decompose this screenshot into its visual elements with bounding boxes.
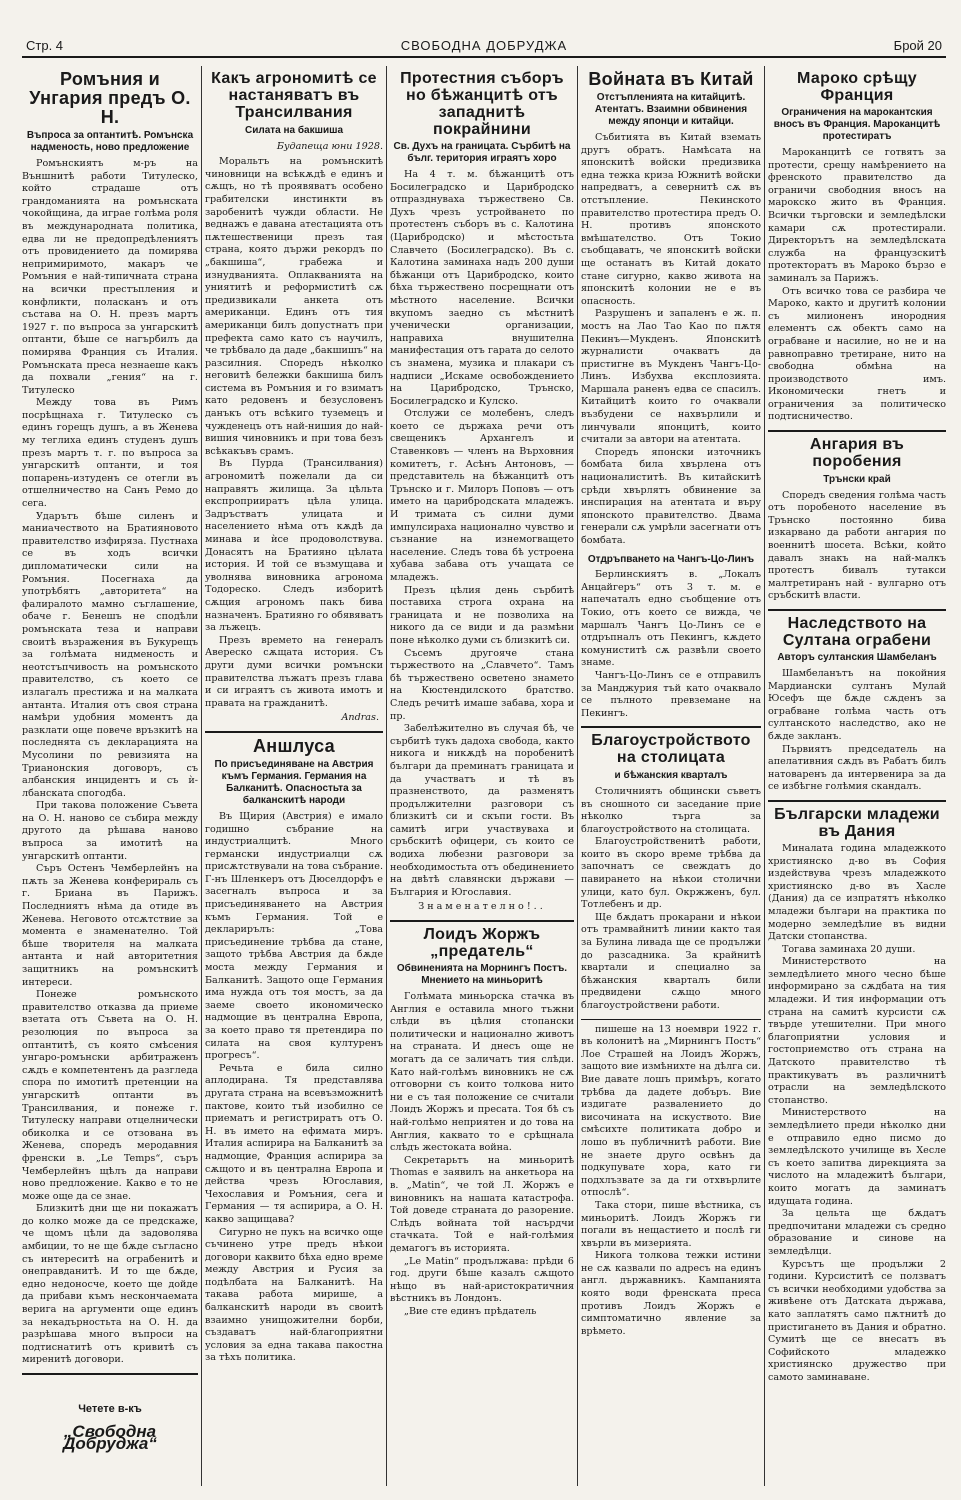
issue-number: Брой 20 xyxy=(893,38,942,53)
promo-text: Четете в-къ xyxy=(78,1403,142,1415)
section-divider xyxy=(581,1019,761,1020)
masthead xyxy=(22,36,946,58)
article-paragraph: Чангъ-Цо-Линъ се е отправилъ за Манджурия тъй като очаквало се пълното превземане на Пекингъ. xyxy=(581,669,761,719)
article-paragraph: Презъ времето на генералъ Авереско сѫщата история. Съ други думи всички ромънски правителства лъжатъ презъ глава и си играятъ съ живота имотъ и правата на гражданитѣ. xyxy=(205,634,383,709)
article-headline: Ромъния и Унгария предъ О. Н. xyxy=(29,69,191,127)
article-paragraph: Споредъ японски източникъ бомбата била хвърлена отъ националиститѣ. Въ китайскитѣ срѣди хвърлятъ обвинение за инспирация на атентата и въру японското правителство. Двама генерали сѫ умрѣли засегнати отъ бомбата. xyxy=(581,446,761,546)
article-capital-improvement xyxy=(581,732,761,1012)
column-5 xyxy=(768,66,946,1486)
article-paragraph: На 4 т. м. бѣжанцитѣ отъ Босилеградско и Царибродско отпразднуваха тържествено Св. Духъ чрезъ устройването по протестенъ съборъ въ с. Калотина (Царибродско) и мѣстостьта Славчето (Босилеградско). Въ с. Калотина заминаха надъ 200 души бѣжанци отъ Царибродско, които бѣха тържествено посрещнати отъ мѣстното население. Всички вкупомъ заедно съ мѣстнитѣ ученически организации, направиха внушителна манифестация отъ гарата до селото съ знамена, музика и плакари съ надписи „Искаме освобождението на Царибродско, Трънско, Босилеградско и Кулско. xyxy=(390,169,574,407)
article-paragraph: Миналата година младежкото християнско д-во въ София издействува чрезъ младежкото християнско д-во въ Хасле (Дания) да се изпратятъ нѣколко младежи българи на практика по модерно земледѣлие въ видни Датски стопанства. xyxy=(768,842,946,943)
article-headline: Лоидъ Жоржъ „предатель“ xyxy=(423,926,541,961)
article-forced-labor xyxy=(768,436,946,603)
article-paragraph: Съсемъ другояче стана тържеството на „Славчето“. Тамъ бѣ тържествено осветено знамето на Кюстендилското братство. Следъ речитѣ имаше забава, хора и пр. xyxy=(390,647,574,722)
article-morocco-france xyxy=(768,70,946,424)
article-paragraph: „Le Matin“ продължава: прѣди 6 год. други бѣше казалъ сѫщото нѣщо въ най-аристократичния вѣстникъ въ Лондонъ. xyxy=(390,1255,574,1305)
article-closing-remark: Знаменателно!.. xyxy=(418,901,546,913)
article-paragraph: Събитията въ Китай вземать другъ обратъ. Намѣсата на японскитѣ войски предизвика една тежка криза Южнитѣ войски напредватъ, а севернитѣ сѫ въ отстъпление. Пекинското правителство протестира предъ О. Н. противъ японското вмѣшателство. Отъ Токио съобщаватъ, че японскитѣ войски ще останатъ въ Китай докато стане сигурно, какво живота на японскитѣ колонии не е въ опасность. xyxy=(581,132,761,307)
article-paragraph: Въ Пурда (Трансилвания) агрономитѣ пожелали да си направятъ жилища. За цѣльта експроприиратъ цѣла улица. Задръстватъ улицата и населението нѣма отъ кѫдѣ да минава и ѝсе продоволствува. Донасятъ на Братияно цѣлата история. И той се възмущава и уволнява виновника агронома Тодореско. Следъ изборитѣ сѫщия агрономъ пакъ бива назначенъ. Братияно го обявяватъ за лъжецъ. xyxy=(205,458,383,634)
article-paragraph: Близкитѣ дни ще ни покажатъ до колко може да се предскаже, че щомъ цѣли да задоволява амбиции, то не ще бѫде съгласно съ интереситѣ на ограбенитѣ и онеправданитѣ. И то ще бѫде, едно недоносче, което ще дойде да прибави къмъ нескончаемата верига на аргументи още единъ за некадърностьта на О. Н. да разрѣшава много въпроси на подтиснатитѣ отъ кривитѣ съ миренитѣ договори. xyxy=(22,1203,198,1366)
article-paragraph: Министерството на земледѣлието преди нѣколко дни е отправило едно писмо до земледѣлското училище въ Хесле съ което запитва дирекцията за числото на младежитѣ българи, които могатъ да заминатъ идущата година. xyxy=(768,1107,946,1207)
column-divider xyxy=(764,66,765,1486)
section-divider xyxy=(205,731,383,733)
newspaper-page xyxy=(22,30,946,1490)
article-subhead: Трънски край xyxy=(823,474,891,486)
article-signature: Andras. xyxy=(341,712,379,724)
article-paragraph: Презъ цѣлия день сърбитѣ поставиха строга охрана на границата и не позволиха на никого да се види и да размѣни поне нѣколко думи съ близкитѣ си. xyxy=(390,584,574,646)
article-lloyd-george xyxy=(390,926,574,1318)
article-paragraph: Моральтъ на ромънскитѣ чиновници на всѣкѫдѣ е единъ и сѫщъ, но тѣ проявяватъ особено грабителски инстинкти въ заробенитѣ чужди области. Не веднажъ е давана атестацията отъ пѫтешественици презъ тая страна, която държи рекордъ по „бакшиша“, грабежа и изнудванията. Оплакванията на униятитѣ и реформиститѣ сѫ предизвикали анкета отъ американци. Единъ отъ тия американци билъ допустнатъ при префекта само като съ научилъ, че трѣбвало да даде „бакшишъ“ на разсилния. Споредъ нѣколко неговитѣ бележки бакшиша билъ система въ Ромъния и го взиматъ като редовенъ и безусловенъ данъкъ отъ всѣкиго туземецъ и чужденецъ отъ най-нишия до най-вишия чиновникъ и при това безъ всѣкакъвъ срамъ. xyxy=(205,156,383,457)
article-paragraph: пишеше на 13 ноември 1922 г. въ колонитѣ на „Мирнингъ Постъ“ Лое Страшей на Лоидъ Жоржъ, защото вие измѣнихте на дѣлга си. Вие давате лошъ примѣръ, когато трѣбва да дадете добъръ. Вие издигате развалението до височината на искуството. Вие смѣсихте политиката добро и лошо въ публичнитѣ работи. Вие не знаете друго освѣнъ да подкупувате хора, като ги подхлъзвате за да ги отхвърлите отпослѣ“. xyxy=(581,1023,761,1199)
article-paragraph: Столичниятъ общински съветъ въ сношното си заседание прие нѣколко търга за благоустройството на столицата. xyxy=(581,785,761,835)
article-refugee-protest xyxy=(390,70,574,914)
article-headline: Ангария въ поробения xyxy=(809,436,905,471)
article-deck: Отстъпленията на китайцитѣ. Атентатъ. Взаимни обвинения между японци и китайци. xyxy=(594,92,748,127)
article-paragraph: Курсътъ ще продължи 2 години. Курсиститѣ се ползватъ съ всички необходими удобства за живѣене отъ Датската държава, като заплатятъ само пѫтнитѣ до пристигането въ Дания и обратно. Сумитѣ ще се внесатъ въ Софийското младежко християнско дружество при самото заминаване. xyxy=(768,1258,946,1383)
article-dateline: Будапеща юни 1928. xyxy=(276,140,383,152)
article-paragraph: Речьта е била силно аплодирана. Тя представлява другата страна на всевъзможнитѣ пактове, които тъй изобилно се приематъ и регистриратъ отъ О. Н. въ името на ефимата миръ. Италия аспирира на Балканитѣ за надмощие, Франция аспирира за сѫщото и въ централна Европа и действа чрезъ Югославия, Чехославия и Ромъния, сега и Германия — тя аспирира, а О. Н. какво защищава? xyxy=(205,1062,383,1225)
article-headline: Наследството на Султана ограбени xyxy=(782,615,932,649)
column-divider xyxy=(201,66,202,1486)
article-paragraph: Разрушенъ и запаленъ е ж. п. мостъ на Лао Тао Као по пѫтя Пекинъ—Мукденъ. Японскитѣ журналисти очакватъ да пристигне въ Мукденъ Чангъ-Цо-Линъ. Избухва експлозията. Маршала раненъ едва се спасилъ. Китайцитѣ които го очаквали възбудени се нахвърлили и линчували японцитѣ, които считали за автори на атентата. xyxy=(581,308,761,446)
article-paragraph: Ударътъ бѣше силенъ и маниачеството на Братияновото правителство изфиряза. Пустнаха се въ ходъ всички дипломатически сили на Ромъния. Посегнаха да употрѣбятъ „авторитета“ на фалиралото мамно съглашение, обаче г. Бенешъ не сподѣли ромънската теза и направи своитѣ възражения въ Букурещъ за голѣмата нидменость и неотстъпчивость на ромънското правителство, съ което се излагалъ престижа и на малката антанта. Италия отъ своя страна намѣри удобния моментъ да разклати още повече връзкитѣ на последнята съ декларацията на Мусолини по ревизията на Трианонския договоръ, съ албанския инцидентъ и съ ѝ-лбанската спогодба. xyxy=(22,510,198,799)
article-deck: Авторъ султанския Шамбеланъ xyxy=(777,652,937,663)
article-chang-tso-lin xyxy=(581,554,761,721)
article-paragraph: Никога толкова тежки истини не сѫ казвали по адресъ на единъ англ. държавникъ. Кампанията която води френската преса противъ Лоидъ Жоржъ е симптоматично явление за врѣмето. xyxy=(581,1250,761,1337)
article-paragraph: Берлинскиятъ в. „Локалъ Анцайгеръ“ отъ 3 т. м. е напечаталъ едно съобщение отъ Токио, отъ което се вижда, че маршалъ Чангъ Цо-Линъ се е отдръпналъ отъ Пекингъ, кѫдето комуниститѣ сѫ развѣли своето знаме. xyxy=(581,569,761,669)
article-deck: По присъединяване на Австрия къмъ Германия. Германия на Балканитѣ. Опасностьта за балканскитѣ народи xyxy=(214,758,374,806)
article-deck: Обвиненията на Морнингъ Постъ. Мнението на миньоритѣ xyxy=(396,963,568,987)
article-china-war xyxy=(581,70,761,548)
newspaper-title: СВОБОДНА ДОБРУДЖА xyxy=(400,38,568,53)
article-paragraph: Ще бѫдатъ прокарани и нѣкои отъ трамвайнитѣ линии както тая за Булина ливада ще се продължи до разсадника. За крайнитѣ квартали и специално за бѣжанския кварталъ били предвидени сѫщо много благоустройствени работи. xyxy=(581,911,761,1011)
article-deck: Св. Духъ на границата. Сърбитѣ на бълг. територия играятъ хоро xyxy=(393,141,571,164)
article-paragraph: Мароканцитѣ се готвятъ за протести, срещу намѣрението на френското правителство да ограничи свободния вносъ на марокско жито въ Франция. Всички търговски и земледѣлски камари сѫ протестирали. Директорътъ на земледѣлската служба на французскитѣ протекторатъ въ Мароко бързо е заминалъ за Парижъ. xyxy=(768,147,946,284)
article-paragraph: За цельта ще бѫдатъ предпочитани младежи съ средно образование и синове на земледѣлци. xyxy=(768,1208,946,1257)
article-paragraph: Благоустройственитѣ работи, които въ скоро време трѣбва да започнатъ се свеждатъ до павирането на нѣкои столични улици, като бул. Окржженъ, бул. Тотлебенъ и др. xyxy=(581,836,761,911)
article-headline: Български младежи въ Дания xyxy=(774,805,940,840)
column-4 xyxy=(581,66,761,1486)
article-paragraph: Забелѣжително въ случая бѣ, че сърбитѣ тукъ дадоха свобода, както никога и никѫдѣ на поробенитѣ българи да преминатъ границата и да участватъ и тѣ въ празненството, да разменятъ продължителни разговори съ близкитѣ си и скъпи гости. Въ самитѣ игри участвуваха и сръбскитѣ офицери, съ които се водиха любезни разговори за необходимостьта отъ обединението на двѣтѣ славянски държави — България и Югославия. xyxy=(390,723,574,898)
column-divider xyxy=(577,66,578,1486)
article-paragraph: Понеже ромънското правителство отказва да приеме взетата отъ Съвета на О. Н. резолюция по въпроса за оптантитѣ, съ която смѣсения унгаро-ромънски арбитраженъ сѫдъ е компетентенъ да разгледа спора по имотитѣ претенции на унгарскитѣ оптанти въ Трансилвания, и понеже г. Титулеску направи отцелнически обиколка и се отзована въ Женева, споредъ меродавния френски в. „Le Temps“, съръ Чемберлейнъ щѣлъ да направи ново предложение. Какво е то не може още да се знае. xyxy=(22,989,198,1202)
article-headline: Благоустройството на столицата xyxy=(591,732,751,767)
section-divider xyxy=(768,609,946,611)
promo-newspaper-name: „Свободна Добруджа“ xyxy=(63,1421,157,1454)
article-headline: Войната въ Китай xyxy=(588,69,754,89)
article-headline: Протестния съборъ но бѣжанцитѣ отъ западнитѣ покрайнини xyxy=(400,70,564,138)
section-divider xyxy=(581,726,761,728)
article-subhead: Отдръпването на Чангъ-Цо-Линъ xyxy=(587,553,755,565)
article-paragraph: Съръ Остенъ Чемберлейнъ на пѫть за Женева конферираль съ г. Бриана въ Парижъ. Последниятъ нѣма да отиде въ Женева. Неговото отсѫтствие за момента е знаменателно. Той бѣше творителя на малката антанта и най авторитетния защитникъ на ромънскитѣ интереси. xyxy=(22,863,198,988)
article-headline: Какъ агрономитѣ се настаняватъ въ Трансилвания xyxy=(211,70,377,121)
article-paragraph: Тогава заминаха 20 души. xyxy=(782,943,916,955)
section-divider xyxy=(390,920,574,922)
article-romania-hungary xyxy=(22,70,198,1367)
article-paragraph: Така стори, пише вѣстника, съ миньоритѣ. Лоидъ Жоржъ ги погали въ нещастието и послѣ ги хвърли въ мизерията. xyxy=(581,1199,761,1249)
article-paragraph: Споредъ сведения голѣма часть отъ поробеното население въ Трънско постоянно бива изкарвано да работи ангария по военнитѣ шосета. Всѣки, който давалъ знакъ на най-малкъ протестъ бивалъ тутакси малтретиранъ най - вулгарно отъ сръбскитѣ власти. xyxy=(768,489,946,602)
article-sultan-inheritance xyxy=(768,615,946,794)
article-subhead: и бѣжанския кварталъ xyxy=(614,770,728,782)
subscription-promo xyxy=(22,1403,198,1454)
article-paragraph: Сигурно не пукъ на всичко още съчинено утре предъ нѣкои договори каквито бѣха едно време между Австрия и Русия за подѣлбата на Балканитѣ. На такава работа мирише, а балканскитѣ народи въ своитѣ взаимно унищожителни борби, създаватъ най-благоприятни условия за една такава пакостна за тѣхъ политика. xyxy=(205,1226,383,1364)
article-headline: Аншлуса xyxy=(253,735,335,756)
article-deck: Въпроса за оптантитѣ. Ромънска надменость, ново предложение xyxy=(26,130,194,153)
article-paragraph: Шамбеланътъ на покойния Мардиански султанъ Мулай Юсефъ ще бѫде сѫденъ за ограбване голѣма часть отъ султанското наследство, ако не бѫде закланъ. xyxy=(768,668,946,742)
article-lloyd-george-continued xyxy=(581,1024,761,1339)
section-divider xyxy=(768,430,946,432)
article-youth-denmark xyxy=(768,806,946,1385)
column-1 xyxy=(22,66,198,1486)
article-paragraph: Секретарьтъ на миньоритѣ Thomas е заявилъ на анкетьора на в. „Matin“, че той Л. Жоржъ е виновникъ на нашата катастрофа. Той доведе страната до разорение. Слѣдъ войната той насърдчи стачката. Той е най-голѣмия демагогъ въ историята. xyxy=(390,1154,574,1254)
page-number: Стр. 4 xyxy=(26,38,64,53)
article-paragraph: Отъ всичко това се разбира че Мароко, както и другитѣ колонии съ милионенъ инородния елементъ сѫ обектъ само на ограбване и насилие, но не и на равноправно третиране, нито на свободна обмѣна на производството имъ. Икономически гнетъ и ограничения за политическо подтисничество. xyxy=(768,285,946,423)
section-divider xyxy=(22,1373,198,1375)
article-paragraph: „Вие сте единъ прѣдатель xyxy=(404,1305,537,1317)
article-paragraph: При такова положение Съвета на О. Н. наново се събира между другото да рѣшава наново въпроса за имотитѣ на унгарскитѣ оптанти. xyxy=(22,800,198,862)
article-paragraph: Въ Щирия (Австрия) е имало годишно събрание на индустриалцитѣ. Много германски индустриалци сѫ присѫтствували на това събрание. Г-нъ Шленкеръ отъ Дюселдорфъ е засегналъ въпроса и за присъединяването на Австрия къмъ Германия. Той е декларирълъ: „Това присъединение трѣбва да стане, защото трѣбва Австрия да бѫде моста между Германия и Балканитѣ. Защото още Германия има нужда отъ тоя мостъ, за да заеме своето икономическо надмощие въ централна Европа, за което право тя претендира по силата на своя културенъ прогресъ“. xyxy=(205,810,383,1062)
article-paragraph: Отслужи се молебенъ, следъ което се държаха речи отъ свещеникъ Архангелъ и Ставенковъ — членъ на Върховния комитетъ, г. Асѣнъ Антоновъ, — представитель на бѣжанцитѣ отъ Трънско и г. Милоръ Поповъ — отъ името на царибродската младежъ. И тримата съ силни думи импулсираха национално чувство и съзнание на изнемогващето население. Следъ това бѣ устроена хубава забава отъ учащата се младежъ. xyxy=(390,408,574,583)
article-paragraph: Между това въ Римъ посрѣщнаха г. Титулеско съ единъ горещъ душъ, а въ Женева му теглиха единъ студенъ душъ презъ мартъ т. г. по въпроса за унгарскитѣ оптанти, и тоя попарень-изтуденъ се отегли въ отшелничество на Санъ Ремо до сега. xyxy=(22,397,198,510)
article-agronomists xyxy=(205,70,383,725)
article-anschluss xyxy=(205,737,383,1365)
article-headline: Мароко срѣщу Франция xyxy=(797,70,917,104)
article-paragraph: Ромънскиятъ м-ръ на Външнитѣ работи Титулеско, който страдаше отъ грандоманията на ромънската чокойщина, да играе голѣма роля въ международната политика, едва ли не предопредѣлениятъ отъ провидението да помирява непримиримото, макаръ че Ромъния е най-типичната страна на всички престъпления и конфликти, поласканъ и отъ състава на О. Н. презъ мартъ 1927 г. по въпроса за унгарскитѣ оптанти, бѣше се нагърбилъ да помирява Франция съ Италия. Ромънската преса незнаеше какъ да похвали „гения“ на г. Титулеско xyxy=(22,158,198,396)
article-paragraph: Голѣмата миньорска стачка въ Англия е оставила много тъжни слѣди въ цѣлия стопански политически и национално животъ на страната. И днесъ още не могатъ да се заличатъ тия слѣди. Като най-голѣмъ виновникъ не сѫ отговорни съ които толкова нито ни е съ тая положение се считали Лоидъ Жоржъ и пресата. Тоя бѣ съ най-голѣмо неприятен и до това на Англия, каквато то е срѣщнала слѣдъ жестоката война. xyxy=(390,991,574,1154)
article-paragraph: Министерството на земледѣлието много чесно бѣше информирано за сѫдбата на тия младежи. И тия информации отъ страна на самитѣ курсисти сѫ твърде утешителни. При много благоприятни условия и гостоприемство отъ страна на Датското правителство тѣ практикуватъ въ различнитѣ отрасли на земледѣлското стопанство. xyxy=(768,956,946,1106)
column-2 xyxy=(205,66,383,1486)
article-deck: Ограничения на марокантския вносъ въ Франция. Мароканцитѣ протестиратъ xyxy=(773,107,941,142)
article-subhead: Силата на бакшиша xyxy=(244,125,344,136)
article-paragraph: Първиятъ председатель на апелативния сѫдъ въ Рабатъ билъ натоваренъ да интервенира за да се избѣгне голѣмия скандалъ. xyxy=(768,743,946,793)
column-divider xyxy=(386,66,387,1486)
section-divider xyxy=(768,800,946,802)
column-3 xyxy=(390,66,574,1486)
